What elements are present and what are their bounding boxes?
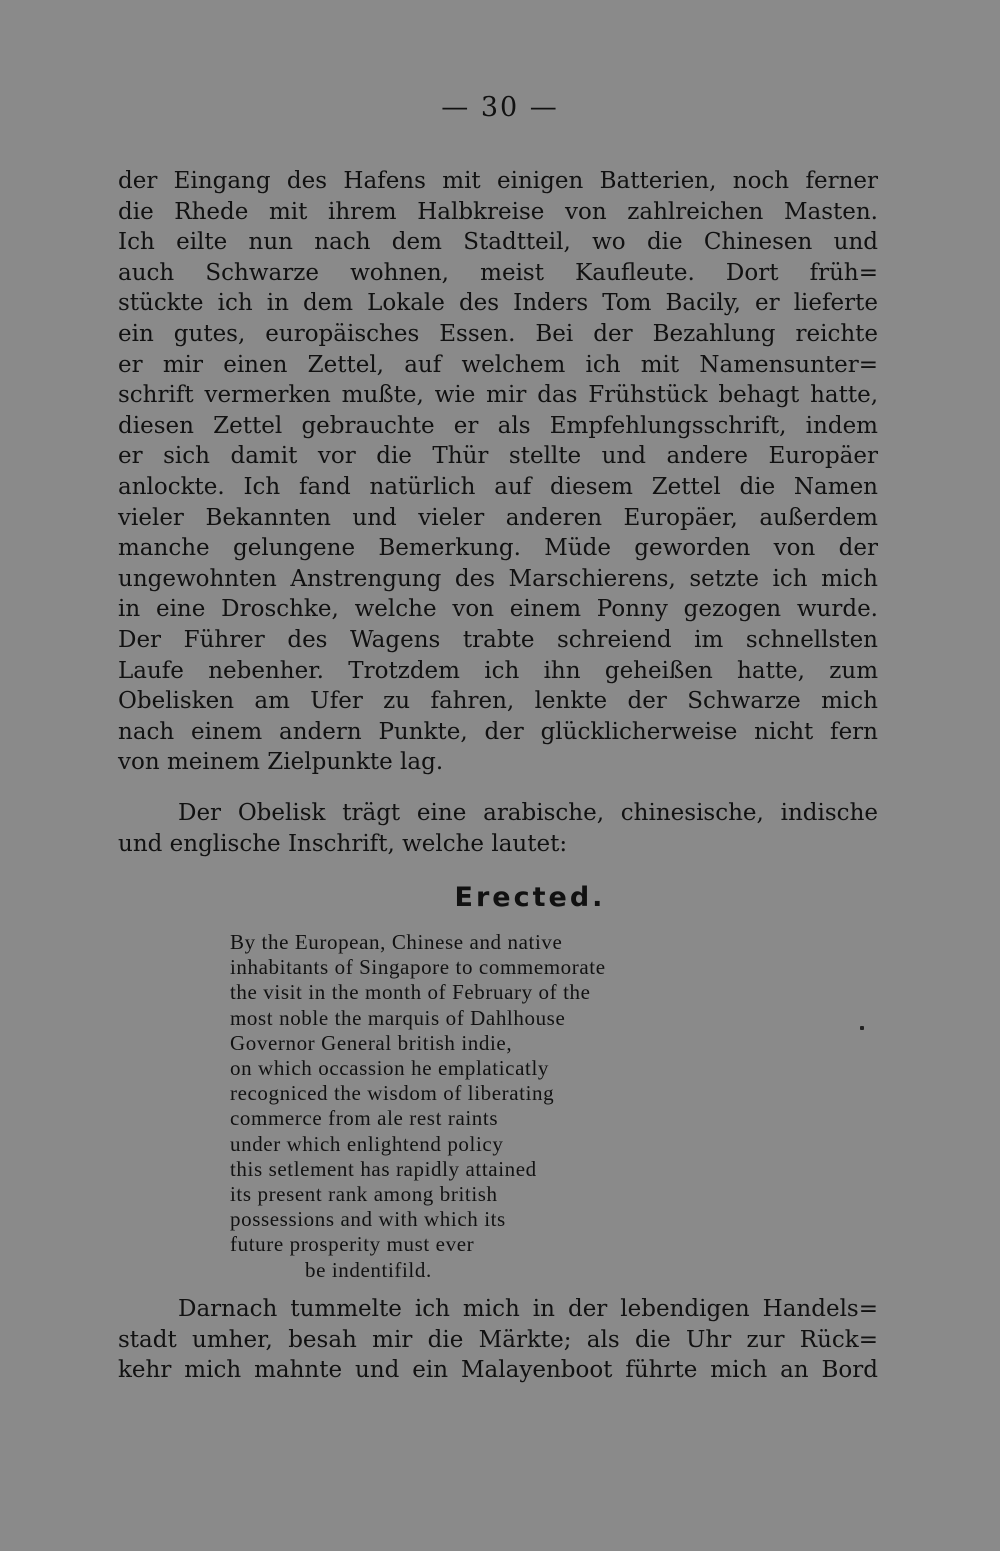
text-line: auch Schwarze wohnen, meist Kaufleute. Dort früh=	[118, 259, 878, 286]
inscription-line: the visit in the month of February of the	[230, 980, 591, 1005]
text-line: kehr mich mahnte und ein Malayenboot führte mich an Bord	[118, 1357, 878, 1384]
text-line: Darnach tummelte ich mich in der lebendigen Handels=	[178, 1296, 878, 1322]
text-line: er mir einen Zettel, auf welchem ich mit Namensunter=	[118, 351, 878, 378]
text-line: anlockte. Ich fand natürlich auf diesem Zettel die Namen	[118, 473, 878, 500]
text-line: ein gutes, europäisches Essen. Bei der Bezahlung reichte	[118, 320, 878, 347]
text-line: in eine Droschke, welche von einem Ponny gezogen wurde.	[118, 596, 878, 623]
text-line: Der Führer des Wagens trabte schreiend im schnellsten	[118, 626, 878, 653]
paragraph-3	[118, 1294, 878, 1386]
paragraph-1	[118, 166, 878, 778]
text-line: ungewohnten Anstrengung des Marschierens, setzte ich mich	[118, 565, 878, 592]
text-line: manche gelungene Bemerkung. Müde geworden von der	[118, 535, 878, 562]
ink-speck	[860, 1026, 864, 1030]
inscription-line: recogniced the wisdom of liberating	[230, 1081, 555, 1106]
inscription-line: this setlement has rapidly attained	[230, 1156, 537, 1181]
text-line: vieler Bekannten und vieler anderen Europäer, außerdem	[118, 504, 878, 531]
inscription-line: commerce from ale rest raints	[230, 1106, 499, 1131]
text-line: Ich eilte nun nach dem Stadtteil, wo die Chinesen und	[118, 229, 878, 256]
inscription-line: Governor General british indie,	[230, 1030, 513, 1055]
text-line: und englische Inschrift, welche lautet:	[118, 830, 568, 857]
text-line: er sich damit vor die Thür stellte und andere Europäer	[118, 443, 878, 470]
inscription-line: future prosperity must ever	[230, 1232, 475, 1257]
inscription-line: on which occassion he emplaticatly	[230, 1056, 549, 1081]
text-line: Obelisken am Ufer zu fahren, lenkte der Schwarze mich	[118, 688, 878, 715]
inscription-text	[230, 930, 750, 1283]
text-line: Laufe nebenher. Trotzdem ich ihn geheißen hatte, zum	[118, 657, 878, 684]
inscription-line: By the European, Chinese and native	[230, 930, 563, 954]
text-line: der Eingang des Hafens mit einigen Batterien, noch ferner	[118, 168, 878, 194]
inscription-line: most noble the marquis of Dahlhouse	[230, 1005, 566, 1030]
inscription-line: its present rank among british	[230, 1182, 498, 1207]
text-line: stadt umher, besah mir die Märkte; als die Uhr zur Rück=	[118, 1326, 878, 1353]
inscription-line: inhabitants of Singapore to commemorate	[230, 955, 606, 980]
text-line: nach einem andern Punkte, der glücklicherweise nicht fern	[118, 718, 878, 745]
inscription-title	[0, 882, 1000, 913]
text-line: die Rhede mit ihrem Halbkreise von zahlreichen Masten.	[118, 198, 878, 225]
text-line: stückte ich in dem Lokale des Inders Tom Bacily, er lieferte	[118, 290, 878, 317]
inscription-line: under which enlightend policy	[230, 1131, 504, 1156]
inscription-line: possessions and with which its	[230, 1207, 506, 1232]
inscription-title-text: Erected.	[454, 882, 606, 913]
paragraph-2	[118, 798, 878, 859]
text-line: schrift vermerken mußte, wie mir das Frühstück behagt hatte,	[118, 382, 878, 409]
text-line: von meinem Zielpunkte lag.	[118, 749, 444, 776]
text-line: diesen Zettel gebrauchte er als Empfehlungsschrift, indem	[118, 412, 878, 439]
inscription-line: be indentifild.	[305, 1257, 432, 1282]
page-number: — 30 —	[441, 92, 559, 123]
text-line: Der Obelisk trägt eine arabische, chinesische, indische	[178, 800, 878, 826]
